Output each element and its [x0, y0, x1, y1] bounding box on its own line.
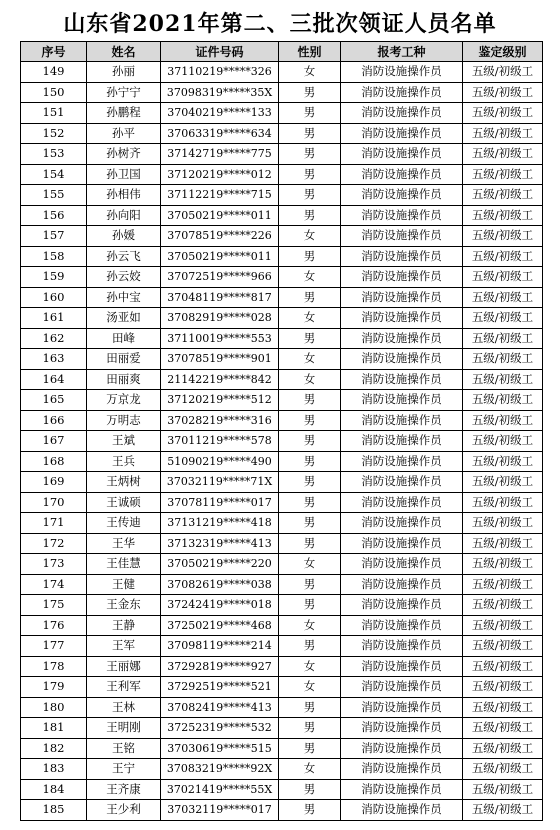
cell-serial: 166 — [21, 410, 87, 431]
table-row — [21, 738, 543, 759]
cell-level: 五级/初级工 — [463, 62, 543, 83]
cell-serial: 175 — [21, 595, 87, 616]
cell-id-number: 37142719*****775 — [161, 144, 279, 165]
cell-serial: 184 — [21, 779, 87, 800]
cell-serial: 159 — [21, 267, 87, 288]
cell-job-type: 消防设施操作员 — [341, 205, 463, 226]
table-row — [21, 390, 543, 411]
cell-serial: 179 — [21, 677, 87, 698]
cell-serial: 150 — [21, 82, 87, 103]
table-row — [21, 410, 543, 431]
cell-serial: 156 — [21, 205, 87, 226]
header-level: 鉴定级别 — [463, 42, 543, 62]
cell-gender: 男 — [279, 144, 341, 165]
cell-job-type: 消防设施操作员 — [341, 636, 463, 657]
table-row — [21, 451, 543, 472]
cell-id-number: 37292819*****927 — [161, 656, 279, 677]
cell-level: 五级/初级工 — [463, 513, 543, 534]
cell-id-number: 37048119*****817 — [161, 287, 279, 308]
cell-gender: 女 — [279, 267, 341, 288]
cell-serial: 162 — [21, 328, 87, 349]
cell-serial: 157 — [21, 226, 87, 247]
table-row — [21, 636, 543, 657]
cell-serial: 167 — [21, 431, 87, 452]
cell-level: 五级/初级工 — [463, 492, 543, 513]
cell-level: 五级/初级工 — [463, 205, 543, 226]
cell-id-number: 37250219*****468 — [161, 615, 279, 636]
cell-id-number: 37021419*****55X — [161, 779, 279, 800]
cell-serial: 151 — [21, 103, 87, 124]
cell-gender: 男 — [279, 718, 341, 739]
cell-gender: 男 — [279, 123, 341, 144]
cell-id-number: 37072519*****966 — [161, 267, 279, 288]
header-job-type: 报考工种 — [341, 42, 463, 62]
cell-level: 五级/初级工 — [463, 759, 543, 780]
cell-job-type: 消防设施操作员 — [341, 226, 463, 247]
cell-level: 五级/初级工 — [463, 656, 543, 677]
cell-level: 五级/初级工 — [463, 615, 543, 636]
cell-name: 孙云姣 — [87, 267, 161, 288]
table-row — [21, 287, 543, 308]
cell-job-type: 消防设施操作员 — [341, 287, 463, 308]
cell-id-number: 37050219*****220 — [161, 554, 279, 575]
cell-gender: 男 — [279, 246, 341, 267]
cell-id-number: 37120219*****512 — [161, 390, 279, 411]
cell-level: 五级/初级工 — [463, 697, 543, 718]
cell-gender: 女 — [279, 656, 341, 677]
cell-level: 五级/初级工 — [463, 718, 543, 739]
table-row — [21, 205, 543, 226]
table-row — [21, 185, 543, 206]
cell-job-type: 消防设施操作员 — [341, 431, 463, 452]
cell-name: 孙卫国 — [87, 164, 161, 185]
cell-serial: 176 — [21, 615, 87, 636]
table-row — [21, 328, 543, 349]
table-row — [21, 718, 543, 739]
cell-job-type: 消防设施操作员 — [341, 349, 463, 370]
table-row — [21, 62, 543, 83]
cell-level: 五级/初级工 — [463, 287, 543, 308]
header-name: 姓名 — [87, 42, 161, 62]
cell-serial: 172 — [21, 533, 87, 554]
cell-level: 五级/初级工 — [463, 451, 543, 472]
table-row — [21, 759, 543, 780]
cell-gender: 男 — [279, 185, 341, 206]
cell-level: 五级/初级工 — [463, 123, 543, 144]
cell-id-number: 37040219*****133 — [161, 103, 279, 124]
cell-name: 王健 — [87, 574, 161, 595]
cell-name: 万京龙 — [87, 390, 161, 411]
cell-id-number: 37078519*****901 — [161, 349, 279, 370]
cell-id-number: 37028219*****316 — [161, 410, 279, 431]
cell-name: 田丽爽 — [87, 369, 161, 390]
cell-level: 五级/初级工 — [463, 103, 543, 124]
cell-serial: 154 — [21, 164, 87, 185]
cell-job-type: 消防设施操作员 — [341, 185, 463, 206]
cell-gender: 男 — [279, 513, 341, 534]
table-row — [21, 513, 543, 534]
cell-serial: 183 — [21, 759, 87, 780]
cell-gender: 女 — [279, 615, 341, 636]
cell-gender: 男 — [279, 431, 341, 452]
cell-name: 孙平 — [87, 123, 161, 144]
cell-gender: 男 — [279, 492, 341, 513]
cell-name: 孙宁宁 — [87, 82, 161, 103]
cell-name: 王少利 — [87, 800, 161, 821]
cell-id-number: 37032119*****017 — [161, 800, 279, 821]
cell-job-type: 消防设施操作员 — [341, 308, 463, 329]
cell-gender: 女 — [279, 308, 341, 329]
cell-name: 王林 — [87, 697, 161, 718]
cell-level: 五级/初级工 — [463, 185, 543, 206]
cell-job-type: 消防设施操作员 — [341, 800, 463, 821]
cell-name: 孙媛 — [87, 226, 161, 247]
cell-name: 王兵 — [87, 451, 161, 472]
cell-gender: 男 — [279, 205, 341, 226]
cell-name: 王丽娜 — [87, 656, 161, 677]
cell-job-type: 消防设施操作员 — [341, 451, 463, 472]
cell-serial: 180 — [21, 697, 87, 718]
cell-job-type: 消防设施操作员 — [341, 123, 463, 144]
cell-serial: 178 — [21, 656, 87, 677]
cell-name: 王华 — [87, 533, 161, 554]
cell-level: 五级/初级工 — [463, 472, 543, 493]
cell-name: 万明志 — [87, 410, 161, 431]
table-row — [21, 800, 543, 821]
table-row — [21, 164, 543, 185]
cell-serial: 164 — [21, 369, 87, 390]
cell-gender: 男 — [279, 779, 341, 800]
table-row — [21, 656, 543, 677]
table-row — [21, 595, 543, 616]
cell-serial: 171 — [21, 513, 87, 534]
cell-level: 五级/初级工 — [463, 533, 543, 554]
cell-gender: 女 — [279, 226, 341, 247]
cell-level: 五级/初级工 — [463, 410, 543, 431]
cell-job-type: 消防设施操作员 — [341, 779, 463, 800]
cell-name: 王明刚 — [87, 718, 161, 739]
cell-gender: 男 — [279, 390, 341, 411]
cell-id-number: 37030619*****515 — [161, 738, 279, 759]
cell-gender: 男 — [279, 410, 341, 431]
cell-gender: 男 — [279, 287, 341, 308]
cell-id-number: 37098319*****35X — [161, 82, 279, 103]
cell-id-number: 37120219*****012 — [161, 164, 279, 185]
cell-name: 孙向阳 — [87, 205, 161, 226]
cell-name: 王金东 — [87, 595, 161, 616]
cell-level: 五级/初级工 — [463, 308, 543, 329]
cell-job-type: 消防设施操作员 — [341, 267, 463, 288]
cell-id-number: 37242419*****018 — [161, 595, 279, 616]
cell-id-number: 37292519*****521 — [161, 677, 279, 698]
cell-serial: 168 — [21, 451, 87, 472]
table-row — [21, 431, 543, 452]
cell-job-type: 消防设施操作员 — [341, 677, 463, 698]
cell-job-type: 消防设施操作员 — [341, 103, 463, 124]
cell-level: 五级/初级工 — [463, 349, 543, 370]
table-row — [21, 677, 543, 698]
table-row — [21, 144, 543, 165]
cell-gender: 男 — [279, 82, 341, 103]
cell-id-number: 37082619*****038 — [161, 574, 279, 595]
cell-name: 孙鹏程 — [87, 103, 161, 124]
cell-gender: 男 — [279, 595, 341, 616]
cell-gender: 男 — [279, 738, 341, 759]
cell-id-number: 37082919*****028 — [161, 308, 279, 329]
cell-level: 五级/初级工 — [463, 369, 543, 390]
cell-name: 田峰 — [87, 328, 161, 349]
cell-gender: 女 — [279, 62, 341, 83]
cell-level: 五级/初级工 — [463, 328, 543, 349]
cell-level: 五级/初级工 — [463, 636, 543, 657]
header-gender: 性别 — [279, 42, 341, 62]
cell-job-type: 消防设施操作员 — [341, 759, 463, 780]
cell-id-number: 37110219*****326 — [161, 62, 279, 83]
cell-job-type: 消防设施操作员 — [341, 390, 463, 411]
table-row — [21, 103, 543, 124]
cell-name: 孙中宝 — [87, 287, 161, 308]
cell-job-type: 消防设施操作员 — [341, 369, 463, 390]
cell-serial: 173 — [21, 554, 87, 575]
cell-level: 五级/初级工 — [463, 164, 543, 185]
cell-job-type: 消防设施操作员 — [341, 718, 463, 739]
cell-job-type: 消防设施操作员 — [341, 472, 463, 493]
cell-gender: 男 — [279, 472, 341, 493]
cell-id-number: 37132319*****413 — [161, 533, 279, 554]
cell-id-number: 37112219*****715 — [161, 185, 279, 206]
cell-serial: 169 — [21, 472, 87, 493]
cell-job-type: 消防设施操作员 — [341, 615, 463, 636]
cell-gender: 男 — [279, 697, 341, 718]
cell-level: 五级/初级工 — [463, 738, 543, 759]
cell-serial: 163 — [21, 349, 87, 370]
cell-id-number: 21142219*****842 — [161, 369, 279, 390]
cell-name: 孙相伟 — [87, 185, 161, 206]
cell-name: 王传迪 — [87, 513, 161, 534]
cell-serial: 170 — [21, 492, 87, 513]
roster-table — [20, 41, 543, 821]
cell-serial: 158 — [21, 246, 87, 267]
cell-job-type: 消防设施操作员 — [341, 164, 463, 185]
cell-level: 五级/初级工 — [463, 431, 543, 452]
cell-name: 王斌 — [87, 431, 161, 452]
header-id-number: 证件号码 — [161, 42, 279, 62]
cell-name: 王佳慧 — [87, 554, 161, 575]
table-row — [21, 554, 543, 575]
cell-gender: 女 — [279, 349, 341, 370]
table-row — [21, 123, 543, 144]
table-row — [21, 82, 543, 103]
cell-id-number: 37082419*****413 — [161, 697, 279, 718]
cell-serial: 185 — [21, 800, 87, 821]
cell-serial: 165 — [21, 390, 87, 411]
cell-job-type: 消防设施操作员 — [341, 62, 463, 83]
cell-gender: 男 — [279, 800, 341, 821]
table-row — [21, 779, 543, 800]
cell-job-type: 消防设施操作员 — [341, 656, 463, 677]
cell-gender: 男 — [279, 451, 341, 472]
cell-job-type: 消防设施操作员 — [341, 492, 463, 513]
table-row — [21, 574, 543, 595]
cell-level: 五级/初级工 — [463, 144, 543, 165]
cell-job-type: 消防设施操作员 — [341, 574, 463, 595]
cell-id-number: 37098119*****214 — [161, 636, 279, 657]
cell-id-number: 51090219*****490 — [161, 451, 279, 472]
table-row — [21, 615, 543, 636]
cell-id-number: 37032119*****71X — [161, 472, 279, 493]
cell-name: 田丽爱 — [87, 349, 161, 370]
cell-serial: 161 — [21, 308, 87, 329]
cell-serial: 181 — [21, 718, 87, 739]
cell-id-number: 37110019*****553 — [161, 328, 279, 349]
cell-job-type: 消防设施操作员 — [341, 328, 463, 349]
table-row — [21, 246, 543, 267]
cell-level: 五级/初级工 — [463, 800, 543, 821]
table-row — [21, 226, 543, 247]
cell-id-number: 37131219*****418 — [161, 513, 279, 534]
cell-id-number: 37078519*****226 — [161, 226, 279, 247]
cell-level: 五级/初级工 — [463, 267, 543, 288]
cell-id-number: 37050219*****011 — [161, 246, 279, 267]
cell-gender: 女 — [279, 759, 341, 780]
cell-name: 汤亚如 — [87, 308, 161, 329]
cell-id-number: 37063319*****634 — [161, 123, 279, 144]
cell-serial: 149 — [21, 62, 87, 83]
cell-job-type: 消防设施操作员 — [341, 410, 463, 431]
cell-name: 王宁 — [87, 759, 161, 780]
cell-name: 王铭 — [87, 738, 161, 759]
cell-name: 王利军 — [87, 677, 161, 698]
header-row — [21, 42, 543, 62]
cell-job-type: 消防设施操作员 — [341, 595, 463, 616]
table-row — [21, 308, 543, 329]
table-row — [21, 369, 543, 390]
table-row — [21, 472, 543, 493]
cell-serial: 153 — [21, 144, 87, 165]
table-row — [21, 697, 543, 718]
cell-name: 王静 — [87, 615, 161, 636]
cell-level: 五级/初级工 — [463, 779, 543, 800]
cell-level: 五级/初级工 — [463, 82, 543, 103]
cell-name: 孙丽 — [87, 62, 161, 83]
cell-serial: 152 — [21, 123, 87, 144]
cell-name: 王军 — [87, 636, 161, 657]
cell-serial: 155 — [21, 185, 87, 206]
cell-name: 王炳树 — [87, 472, 161, 493]
cell-level: 五级/初级工 — [463, 595, 543, 616]
document-title: 山东省2021年第二、三批次领证人员名单 — [63, 11, 497, 37]
cell-id-number: 37083219*****92X — [161, 759, 279, 780]
table-row — [21, 349, 543, 370]
cell-job-type: 消防设施操作员 — [341, 554, 463, 575]
cell-level: 五级/初级工 — [463, 226, 543, 247]
roster-body — [21, 62, 543, 821]
cell-gender: 男 — [279, 636, 341, 657]
cell-name: 王诚硕 — [87, 492, 161, 513]
table-row — [21, 533, 543, 554]
cell-job-type: 消防设施操作员 — [341, 144, 463, 165]
cell-name: 孙树齐 — [87, 144, 161, 165]
cell-level: 五级/初级工 — [463, 390, 543, 411]
cell-serial: 174 — [21, 574, 87, 595]
cell-id-number: 37050219*****011 — [161, 205, 279, 226]
cell-gender: 女 — [279, 369, 341, 390]
cell-gender: 女 — [279, 677, 341, 698]
cell-name: 孙云飞 — [87, 246, 161, 267]
cell-level: 五级/初级工 — [463, 574, 543, 595]
cell-id-number: 37078119*****017 — [161, 492, 279, 513]
cell-gender: 男 — [279, 328, 341, 349]
cell-serial: 182 — [21, 738, 87, 759]
cell-level: 五级/初级工 — [463, 554, 543, 575]
cell-gender: 男 — [279, 103, 341, 124]
cell-id-number: 37252319*****532 — [161, 718, 279, 739]
cell-serial: 160 — [21, 287, 87, 308]
cell-level: 五级/初级工 — [463, 677, 543, 698]
cell-job-type: 消防设施操作员 — [341, 82, 463, 103]
cell-gender: 男 — [279, 574, 341, 595]
cell-job-type: 消防设施操作员 — [341, 246, 463, 267]
cell-job-type: 消防设施操作员 — [341, 513, 463, 534]
table-row — [21, 492, 543, 513]
cell-gender: 女 — [279, 554, 341, 575]
cell-job-type: 消防设施操作员 — [341, 533, 463, 554]
cell-gender: 男 — [279, 164, 341, 185]
cell-job-type: 消防设施操作员 — [341, 697, 463, 718]
header-serial: 序号 — [21, 42, 87, 62]
cell-serial: 177 — [21, 636, 87, 657]
cell-gender: 男 — [279, 533, 341, 554]
table-row — [21, 267, 543, 288]
cell-level: 五级/初级工 — [463, 246, 543, 267]
cell-id-number: 37011219*****578 — [161, 431, 279, 452]
cell-job-type: 消防设施操作员 — [341, 738, 463, 759]
cell-name: 王齐康 — [87, 779, 161, 800]
